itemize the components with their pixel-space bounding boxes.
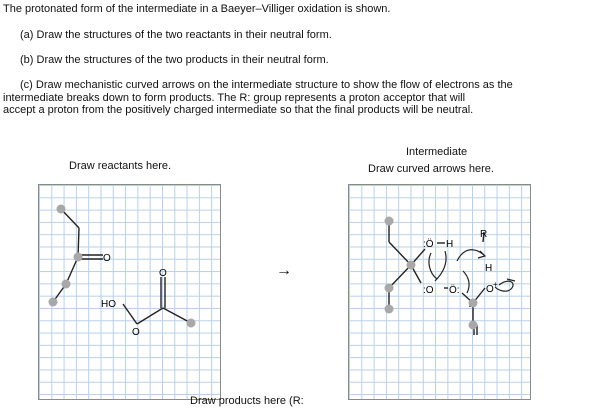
anchor-dot [469,321,478,330]
atom-r: R [480,229,488,240]
anchor-dot [74,253,83,262]
intermediate-drawing-canvas[interactable] [348,184,531,400]
atom-ring-o2: Ö: [449,285,460,296]
question-intro: The protonated form of the intermediate in a Baeyer–Villiger oxidation is shown. [3,3,391,15]
atom-plus-charge: + [493,280,498,289]
reactants-structure [39,185,220,399]
atom-o: O [132,327,140,338]
intermediate-structure [349,185,530,399]
atom-ho: HO [101,299,116,310]
question-part-b: (b) Draw the structures of the two products in their neutral form. [20,54,329,66]
anchor-dot [57,205,66,214]
atom-o-plus: O [486,284,494,295]
anchor-dot [407,261,416,270]
reactants-drawing-canvas[interactable] [38,184,221,400]
reactants-label: Draw reactants here. [69,160,172,172]
anchor-dot [469,299,478,308]
question-part-a: (a) Draw the structures of the two reactants in their neutral form. [20,29,332,41]
anchor-dot [62,280,71,289]
anchor-dot [49,298,58,307]
atom-h2: H [485,263,493,274]
anchor-dot [187,319,196,328]
question-part-c-line1: (c) Draw mechanistic curved arrows on the intermediate structure to show the flow of electrons as the [20,79,513,91]
question-part-c-line3: accept a proton from the positively charged intermediate so that the final products will be neutral. [3,104,474,116]
anchor-dot [385,217,394,226]
anchor-dot [385,284,394,293]
products-label-partial: Draw products here (R: [190,395,304,407]
intermediate-label: Draw curved arrows here. [368,163,494,175]
atom-oh-oxygen: :Ö [423,239,434,250]
anchor-dot [385,305,394,314]
reaction-arrow-icon: → [276,262,292,279]
atom-h1: H [446,239,454,250]
atom-o-top: O [159,268,167,279]
atom-carbonyl-o: O [103,253,111,264]
intermediate-title: Intermediate [406,146,468,158]
atom-ring-o1: :O [423,285,434,296]
question-part-c-line2: intermediate breaks down to form products. The R: group represents a proton acceptor that will [3,92,466,104]
